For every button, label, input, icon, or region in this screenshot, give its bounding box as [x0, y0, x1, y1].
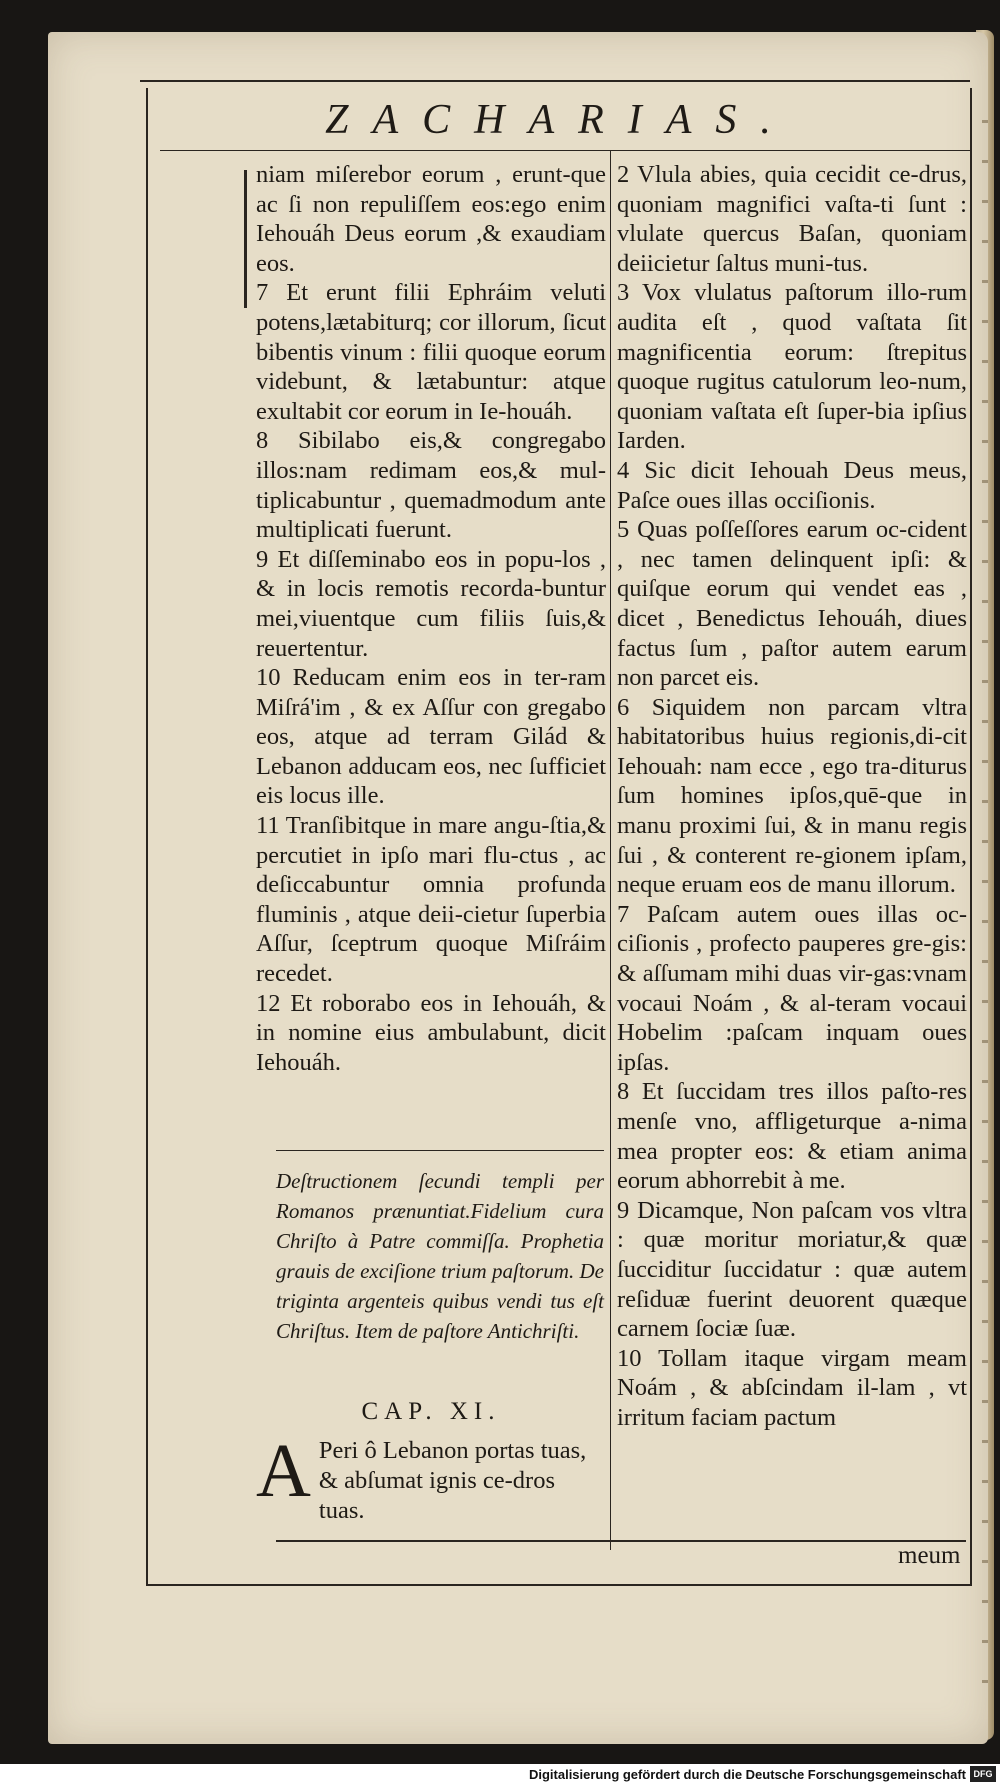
chapter-first-verse: Peri ô Lebanon portas tuas, & abſumat ignis ce-dros tuas. [318, 1437, 587, 1524]
verse-paragraph: 7 Paſcam autem oues illas oc-ciſionis , profecto pauperes gre-gis: & aſſumam mihi duas vir-gas:vnam vocaui Noám , & al-teram vocaui Hobelim :paſcam inquam oues ipſas. [617, 900, 967, 1076]
verse-paragraph: 4 Sic dicit Iehouah Deus meus, Paſce oues illas occiſionis. [617, 456, 967, 514]
verse-paragraph: 8 Sibilabo eis,& congregabo illos:nam redimam eos,& mul-tiplicabuntur , quemadmodum ante multiplicati fuerunt. [256, 427, 606, 544]
right-frame-rule [970, 88, 972, 1586]
verse-paragraph: 7 Et erunt filii Ephráim veluti potens,lætabiturq; cor illorum, ſicut bibentis vinum : filii quoque eorum videbunt, & lætabuntur: atque exultabit cor eorum in Ie-houáh. [256, 279, 606, 425]
verse-paragraph: 11 Tranſibitque in mare angu-ſtia,& percutiet in ipſo mari flu-ctus , ac deſiccabuntur omnia profunda fluminis , atque deii-cietur ſuperbia Aſſur, ſceptrum quoque Miſráim recedet. [256, 812, 606, 988]
margin-marker [244, 170, 247, 308]
verse-paragraph: 9 Et diſſeminabo eos in popu-los , & in locis remotis recorda-buntur mei,viuentque cum filiis ſuis,& reuertentur. [256, 545, 606, 662]
bottom-frame-rule [146, 1584, 972, 1586]
column-divider [610, 150, 611, 1550]
dfg-logo: DFG [970, 1766, 996, 1782]
drop-capital: A [256, 1429, 311, 1513]
header-top-rule [140, 80, 970, 82]
page-edge-marks [982, 120, 988, 1700]
verse-paragraph: 12 Et roborabo eos in Iehouáh, & in nomine eius ambulabunt, dicit Iehouáh. [256, 989, 606, 1076]
page-title: ZACHARIAS. [325, 97, 795, 143]
chapter-opening [256, 1429, 606, 1526]
verse-paragraph: 10 Tollam itaque virgam meam Noám , & abſcindam il-lam , vt irritum faciam pactum [617, 1344, 967, 1431]
footer-rule [276, 1540, 966, 1542]
catchword: meum [898, 1542, 961, 1569]
header-bottom-rule [160, 150, 970, 151]
summary-top-rule [276, 1150, 604, 1151]
header-left-rule [146, 88, 148, 1586]
verse-paragraph: 5 Quas poſſeſſores earum oc-cident , nec tamen delinquent ipſi: & quiſque eorum qui vendet eas , dicet , Benedictus Iehouáh, diues factus ſum , paſtor autem earum non parcet eis. [617, 516, 967, 692]
left-text-column [256, 160, 606, 1077]
verse-paragraph: 9 Dicamque, Non paſcam vos vltra : quæ moritur moriatur,& quæ ſucciditur ſuccidatur : quæ autem reſiduæ fuerint deuorent quæque carnem ſociæ ſuæ. [617, 1196, 967, 1343]
right-text-column [617, 160, 967, 1433]
chapter-heading: CAP. XI. [361, 1398, 501, 1425]
digitization-credit: Digitalisierung gefördert durch die Deutsche Forschungsgemeinschaft [528, 1767, 966, 1782]
chapter-summary: Deſtructionem ſecundi templi per Romanos prænuntiat.Fidelium cura Chriſto à Patre commiſſa. Prophetia grauis de exciſione trium paſtorum. De triginta argenteis quibus vendi tus eſt Chriſtus. Item de paſtore Antichriſti. [276, 1169, 604, 1343]
verse-paragraph: 8 Et ſuccidam tres illos paſto-res menſe vno, affligeturque a-nima mea propter eos: & etiam anima eorum abhorrebit à me. [617, 1078, 967, 1195]
verse-paragraph: 6 Siquidem non parcam vltra habitatoribus huius regionis,di-cit Iehouah: nam ecce , ego tra-diturus ſum homines ipſos,quē-que in manu proximi ſui, & in manu regis ſui , & conterent re-gionem ipſam, neque eruam eos de manu illorum. [617, 693, 967, 899]
verse-paragraph: niam miſerebor eorum , erunt-que ac ſi non repuliſſem eos:ego enim Iehouáh Deus eorum ,& exaudiam eos. [256, 161, 606, 277]
verse-paragraph: 10 Reducam enim eos in ter-ram Miſrá'im , & ex Aſſur con gregabo eos, atque ad terram Gilád & Lebanon adducam eos, nec ſufficiet eis locus ille. [256, 664, 606, 810]
verse-paragraph: 3 Vox vlulatus paſtorum illo-rum audita eſt , quod vaſtata ſit magnificentia eorum: ſtrepitus quoque rugitus catulorum leo-num, quoniam vaſtata eſt ſuper-bia ipſius Iarden. [617, 279, 967, 455]
verse-paragraph: 2 Vlula abies, quia cecidit ce-drus, quoniam magnifici vaſta-ti ſunt : vlulate quercus Baſan, quoniam deiicietur ſaltus muni-tus. [617, 161, 967, 277]
